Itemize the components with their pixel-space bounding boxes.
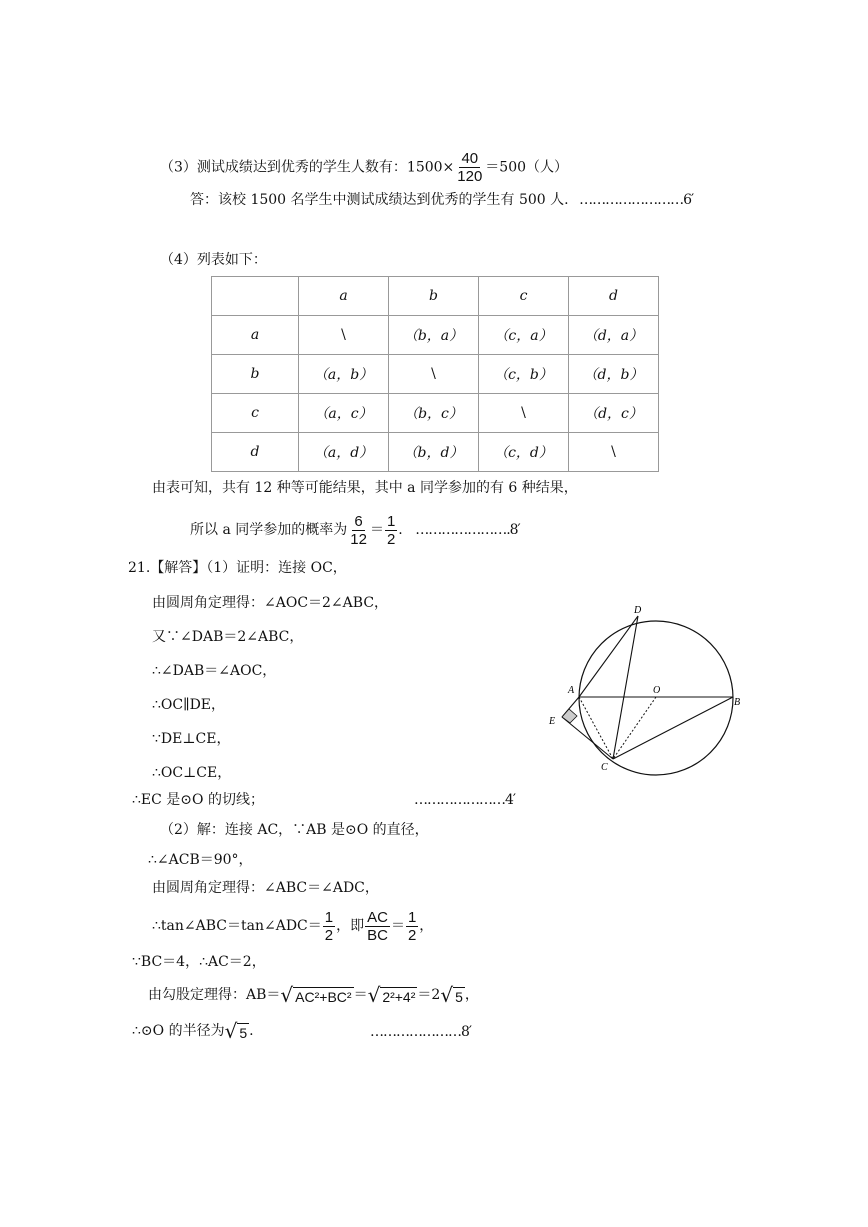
table-cell: （d，b） — [569, 355, 659, 394]
table-cell: （d，c） — [569, 394, 659, 433]
part3-suffix: ＝500（人） — [485, 159, 569, 176]
part3-line — [160, 150, 568, 185]
equals-sign: ＝ — [390, 918, 405, 934]
q21-tan-line — [152, 906, 433, 946]
segment-ad — [579, 616, 638, 697]
q21-part2-line3: 由圆周角定理得：∠ABC＝∠ADC， — [152, 880, 379, 896]
table-header-cell: b — [389, 277, 479, 316]
table-cell: c — [212, 394, 299, 433]
label-a: A — [568, 685, 575, 696]
right-angle-marker-icon — [562, 709, 577, 723]
radius-end: . — [249, 1023, 254, 1039]
fraction-ac-bc — [365, 909, 390, 944]
fraction-6-12 — [348, 513, 369, 548]
q21-step: ∴∠DAB＝∠AOC， — [152, 663, 277, 679]
tan-end: ， — [419, 918, 434, 934]
period: . — [398, 522, 403, 538]
radical-icon: √ — [224, 1019, 238, 1043]
radius-prefix: ∴⊙O 的半径为 — [132, 1023, 225, 1039]
table-header-cell: c — [479, 277, 569, 316]
q21-step: 由圆周角定理得：∠AOC＝2∠ABC， — [152, 595, 389, 611]
sqrt-5 — [440, 984, 465, 1006]
table-cell: （d，a） — [569, 316, 659, 355]
frac-num: 1 — [407, 908, 417, 926]
fraction-1-2 — [323, 909, 335, 944]
fraction-1-2 — [385, 513, 397, 548]
radical-icon: √ — [440, 983, 454, 1007]
tan-prefix: ∴tan∠ABC＝tan∠ADC＝ — [152, 918, 322, 934]
q21-radius-line — [132, 1018, 254, 1044]
table-cell: \ — [479, 394, 569, 433]
table-cell: b — [212, 355, 299, 394]
score-marker-6: ……………………6′ — [579, 192, 694, 208]
table-cell: \ — [389, 355, 479, 394]
part4-probability-line — [190, 512, 520, 548]
table-header-cell: a — [299, 277, 389, 316]
equals-sign: ＝ — [369, 522, 384, 538]
table-header-cell — [212, 277, 299, 316]
part3-answer: 答：该校 1500 名学生中测试成绩达到优秀的学生有 500 人. — [190, 192, 569, 208]
radicand: 5 — [455, 989, 463, 1005]
table-header-cell: d — [569, 277, 659, 316]
score-marker-8: …………………8′ — [370, 1024, 472, 1040]
pyth-end: ， — [464, 987, 479, 1003]
frac-num: 6 — [354, 512, 363, 530]
table-cell: a — [212, 316, 299, 355]
segment-cb — [613, 697, 733, 759]
part3-answer-line — [190, 190, 693, 210]
segment-oc-dashed — [613, 697, 656, 759]
tan-mid: ，即 — [336, 918, 365, 934]
q21-step: ∵DE⊥CE， — [152, 731, 231, 747]
table-cell: （a，b） — [299, 355, 389, 394]
q21-part2-line2: ∴∠ACB＝90°， — [148, 852, 253, 868]
frac-den: 2 — [324, 926, 334, 944]
part4-intro: （4）列表如下： — [160, 252, 267, 268]
table-cell: d — [212, 433, 299, 472]
fraction-1-2 — [406, 909, 418, 944]
q21-bc-line: ∵BC＝4，∴AC＝2， — [132, 954, 266, 970]
table-row — [212, 316, 659, 355]
circle-o — [579, 621, 733, 775]
frac-den: 2 — [386, 530, 396, 548]
radical-icon: √ — [367, 983, 381, 1007]
q21-header: 21.【解答】（1）证明：连接 OC， — [128, 560, 347, 576]
radical-icon: √ — [280, 983, 294, 1007]
radicand: 5 — [239, 1025, 248, 1041]
radicand: 2²+4² — [382, 989, 416, 1005]
table-cell: （a，c） — [299, 394, 389, 433]
prob-prefix: 所以 a 同学参加的概率为 — [190, 522, 348, 538]
table-cell: （b，c） — [389, 394, 479, 433]
table-cell: （b，d） — [389, 433, 479, 472]
circle-geometry-figure — [540, 605, 760, 785]
label-e: E — [549, 716, 556, 727]
q21-tangent-line: ∴EC 是⊙O 的切线； — [132, 792, 264, 808]
label-o: O — [653, 685, 661, 696]
frac-den: 12 — [350, 530, 367, 548]
frac-num: 40 — [461, 150, 479, 167]
table-cell: \ — [299, 316, 389, 355]
table-row — [212, 433, 659, 472]
label-b: B — [734, 697, 741, 708]
sqrt-ac2-bc2 — [280, 984, 353, 1006]
pyth-prefix: 由勾股定理得：AB＝ — [148, 987, 281, 1003]
table-row — [212, 355, 659, 394]
score-marker-8: ………………….8′ — [415, 522, 520, 538]
table-cell: （c，d） — [479, 433, 569, 472]
sqrt-2-4 — [368, 984, 418, 1006]
q21-step: ∴OC∥DE， — [152, 697, 226, 713]
table-cell: （b，a） — [389, 316, 479, 355]
segment-ac-dashed — [579, 697, 613, 759]
frac-num: 1 — [386, 512, 396, 530]
q21-part2-line1: （2）解：连接 AC，∵AB 是⊙O 的直径， — [160, 822, 429, 838]
q21-pythagoras-line — [148, 982, 479, 1008]
score-marker-4: …………………4′ — [414, 792, 516, 808]
radicand: AC²+BC² — [295, 989, 352, 1005]
part4-conclusion: 由表可知，共有 12 种等可能结果，其中 a 同学参加的有 6 种结果， — [152, 480, 578, 496]
fraction-40-120 — [455, 150, 484, 185]
table-row — [212, 394, 659, 433]
table-cell: （a，d） — [299, 433, 389, 472]
table-cell: \ — [569, 433, 659, 472]
sqrt-5 — [225, 1020, 250, 1042]
outcome-table — [211, 276, 659, 472]
frac-num: AC — [367, 908, 388, 926]
frac-num: 1 — [324, 908, 334, 926]
segment-ec — [562, 717, 613, 759]
table-header-row — [212, 277, 659, 316]
table-cell: （c，a） — [479, 316, 569, 355]
frac-den: 120 — [457, 168, 483, 185]
frac-den: BC — [367, 926, 388, 944]
label-d: D — [634, 605, 642, 616]
q21-step: ∴OC⊥CE， — [152, 765, 232, 781]
equals-2: ＝2 — [417, 987, 441, 1003]
label-c: C — [601, 762, 608, 773]
part3-prefix: （3）测试成绩达到优秀的学生人数有：1500× — [160, 159, 455, 176]
q21-step: 又∵∠DAB＝2∠ABC， — [152, 629, 304, 645]
equals-sign: ＝ — [353, 987, 368, 1003]
table-cell: （c，b） — [479, 355, 569, 394]
frac-den: 2 — [407, 926, 417, 944]
segment-dc — [613, 616, 638, 759]
